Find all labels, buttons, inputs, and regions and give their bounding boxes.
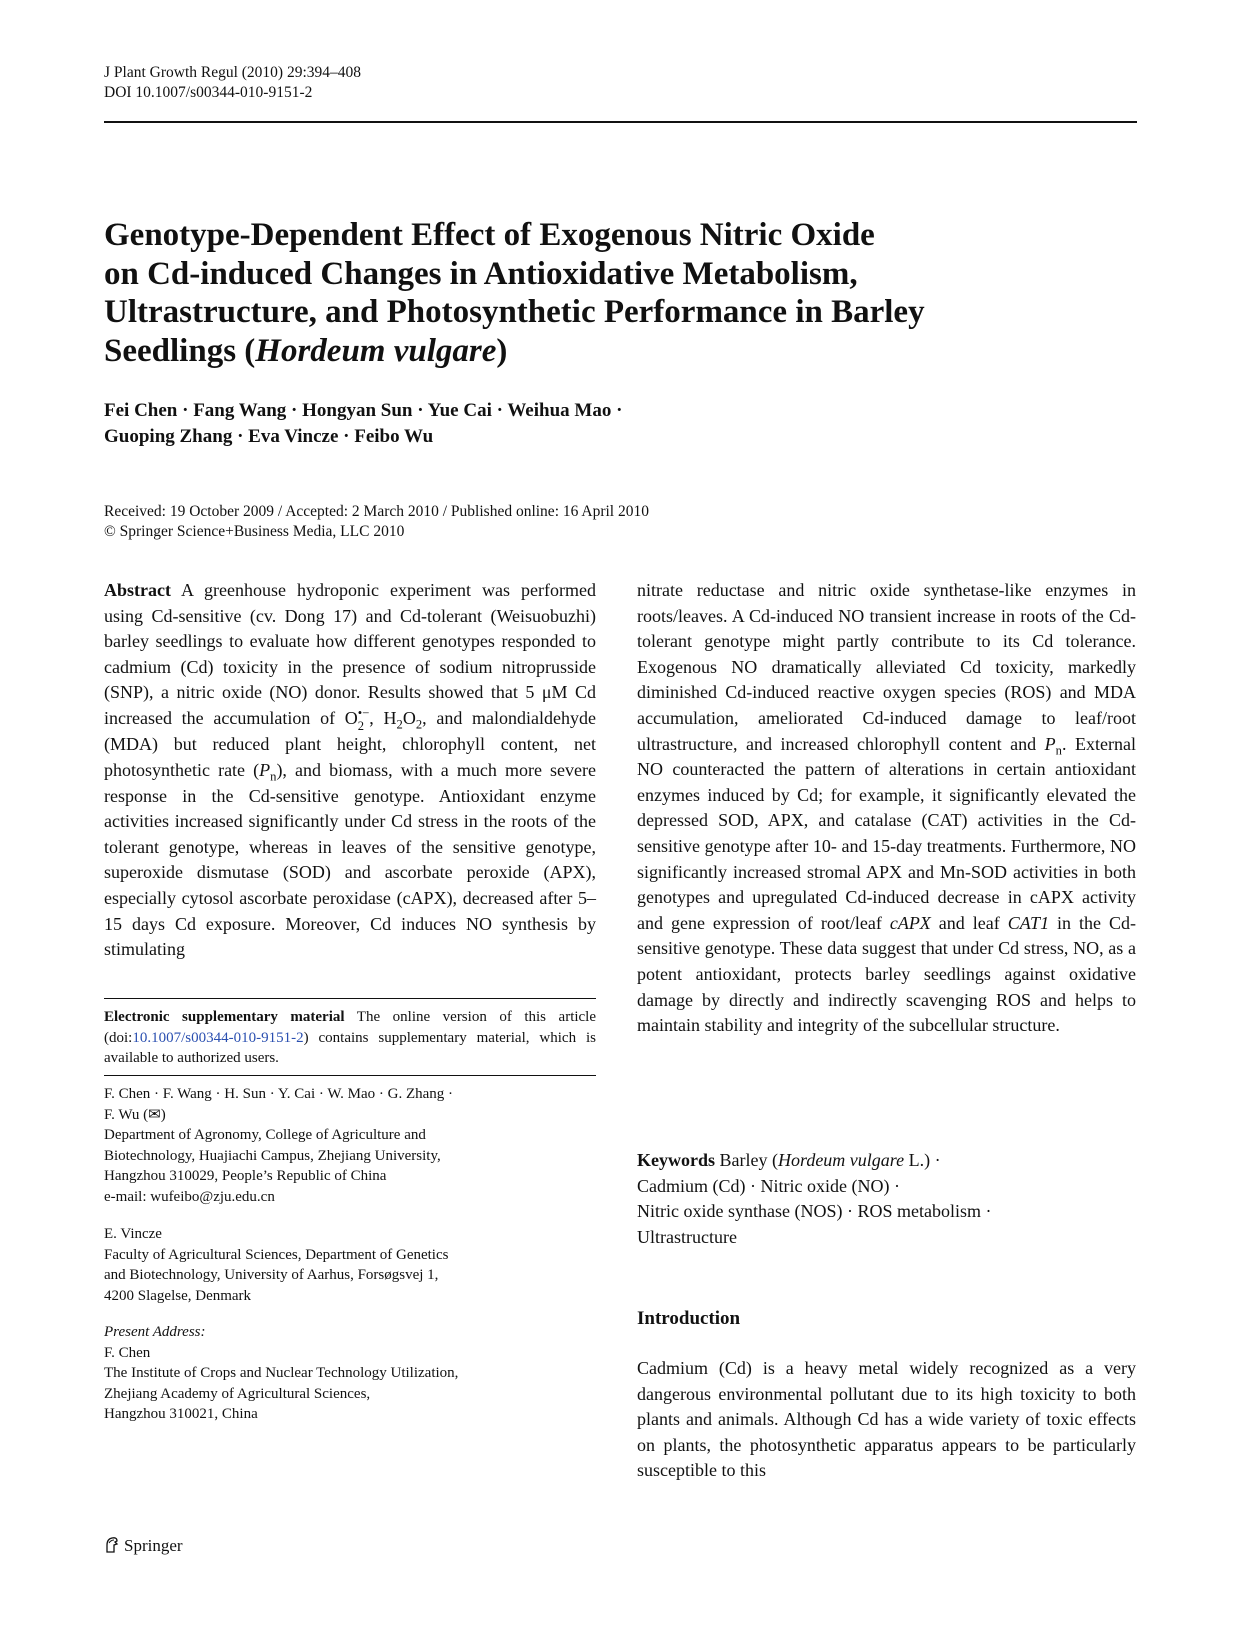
abstract-text-5: ), and biomass, with a much more severe response in the Cd-sensitive genotype. Antioxidant enzyme activities increased significantly under Cd stress in the roots of the tolerant genotype, whereas in leaves of the sensitive genotype, superoxide dismutase (SOD) and ascorbate peroxide (APX), especially cytosol ascorbate peroxidase (cAPX), decreased after 5–15 days Cd exposure. Moreover, Cd induces NO synthesis by stimulating [104,760,596,960]
affiliation-3 [104,1322,596,1425]
publication-dates [104,502,1004,542]
keywords-block [637,1148,1136,1250]
section-heading-introduction: Introduction [637,1308,741,1329]
abstract-text-1: A greenhouse hydroponic experiment was performed using Cd-sensitive (cv. Dong 17) and Cd-tolerant (Weisuobuzhi) barley seedlings to evaluate how different genotypes responded to cadmium (Cd) toxicity in the presence of sodium nitroprusside (SNP), a nitric oxide (NO) donor. Results showed that 5 μM Cd increased the accumulation of O [104,580,596,728]
abstract-right-3: and leaf [930,912,1008,933]
article-title [104,216,1064,370]
abstract-right-4: in the Cd-sensitive genotype. These data suggest that under Cd stress, NO, as a potent antioxidant, protects barley seedlings against oxidative damage by directly and indirectly scavenging ROS and helps to maintain stability and integrity of the subcellular structure. [637,912,1136,1036]
footnote-rule [104,998,596,999]
gene-cat1: CAT1 [1007,912,1050,933]
affil1-line-3: Hangzhou 310029, People’s Republic of China [104,1168,387,1184]
title-line-2: on Cd-induced Changes in Antioxidative Metabolism, [104,255,858,292]
pn-symbol-2: P [1044,733,1056,754]
doi-line: DOI 10.1007/s00344-010-9151-2 [104,84,313,101]
footnote-rule-2 [104,1075,596,1076]
superoxide-sup: •− [357,706,370,721]
publisher-name: Springer [124,1536,183,1555]
affil1-line-2: Biotechnology, Huajiachi Campus, Zhejiang University, [104,1147,441,1164]
date-history: Received: 19 October 2009 / Accepted: 2 March 2010 / Published online: 16 April 2010 [104,503,649,520]
affil2-line-3: 4200 Slagelse, Denmark [104,1287,252,1304]
affil1-email[interactable]: e-mail: wufeibo@zju.edu.cn [104,1188,275,1205]
author-list [104,398,1004,450]
abstract-left-column [104,578,596,963]
affil1-names: F. Chen · F. Wang · H. Sun · Y. Cai · W. Mao · G. Zhang · [104,1086,454,1102]
publisher-logo [104,1536,183,1556]
keyword-line-2: Cadmium (Cd) · Nitric oxide (NO) · [637,1175,900,1196]
gene-capx: cAPX [889,912,931,933]
affil3-name: F. Chen [104,1344,151,1361]
keyword-1a: Barley ( [715,1150,778,1170]
keyword-1b: L.) · [904,1150,941,1170]
esm-text-1: The online version of this article (doi: [104,1009,597,1046]
title-line-1: Genotype-Dependent Effect of Exogenous Nitric Oxide [104,217,875,253]
affil2-name: E. Vincze [104,1226,162,1242]
affiliation-2 [104,1224,596,1306]
superoxide-sub: 2 [357,718,365,733]
pn-sub-2: n [1055,743,1062,758]
abstract-label: Abstract [104,580,171,600]
abstract-text-2: , H [369,707,397,728]
authors-line-1: Fei Chen · Fang Wang · Hongyan Sun · Yue Cai · Weihua Mao · [104,400,623,421]
copyright-line: © Springer Science+Business Media, LLC 2010 [104,523,405,540]
title-line-4: Seedlings ( [104,332,256,369]
keyword-species: Hordeum vulgare [777,1150,905,1170]
esm-note [104,1007,596,1069]
title-end: ) [496,332,508,369]
affil3-line-1: The Institute of Crops and Nuclear Technology Utilization, [104,1365,459,1381]
affil2-line-2: and Biotechnology, University of Aarhus, Forsøgsvej 1, [104,1267,439,1283]
affiliation-1 [104,1084,596,1207]
abstract-right-2: . External NO counteracted the pattern of alterations in certain antioxidant enzymes induced by Cd; for example, it significantly elevated the depressed SOD, APX, and catalase (CAT) activities in the Cd-sensitive genotype after 10- and 15-day treatments. Furthermore, NO significantly increased stromal APX and Mn-SOD activities in both genotypes and upregulated Cd-induced decrease in cAPX activity and gene expression of root/leaf [637,733,1136,933]
journal-citation: J Plant Growth Regul (2010) 29:394–408 [104,64,362,81]
affil3-line-3: Hangzhou 310021, China [104,1406,258,1422]
affil2-line-1: Faculty of Agricultural Sciences, Department of Genetics [104,1246,449,1263]
esm-text-2: ) contains supplementary material, which is available to authorized users. [104,1029,596,1066]
h2o2-sub-1: 2 [396,717,403,732]
title-line-3: Ultrastructure, and Photosynthetic Performance in Barley [104,294,925,330]
introduction-text: Cadmium (Cd) is a heavy metal widely recognized as a very dangerous environmental pollutant due to its high toxicity to both plants and animals. Although Cd has a wide variety of toxic effects on plants, the photosynthetic apparatus appears to be particularly susceptible to this [637,1358,1136,1481]
keyword-line-3: Nitric oxide synthase (NOS) · ROS metabolism · [637,1201,992,1222]
springer-horse-icon [104,1536,120,1554]
keyword-line-4: Ultrastructure [637,1226,737,1247]
affil3-line-2: Zhejiang Academy of Agricultural Sciences, [104,1385,371,1402]
h2o2-sub-2: 2 [415,717,423,732]
esm-label: Electronic supplementary material [104,1009,345,1025]
title-species: Hordeum vulgare [255,332,497,369]
superoxide-scripts [358,707,370,732]
header-rule [104,121,1137,123]
affil1-corresponding: F. Wu (✉) [104,1106,166,1123]
authors-line-2: Guoping Zhang · Eva Vincze · Feibo Wu [104,426,434,447]
journal-header [104,63,361,103]
present-address-label: Present Address: [104,1324,206,1340]
pn-sub: n [270,769,277,784]
affil1-line-1: Department of Agronomy, College of Agriculture and [104,1127,426,1143]
abstract-right-1: nitrate reductase and nitric oxide synthetase-like enzymes in roots/leaves. A Cd-induced NO transient increase in roots of the Cd-tolerant genotype might partly contribute to its Cd tolerance. Exogenous NO dramatically alleviated Cd toxicity, markedly diminished Cd-induced reactive oxygen species (ROS) and MDA accumulation, ameliorated Cd-induced damage to leaf/root ultrastructure, and increased chlorophyll content and [637,580,1136,754]
esm-doi-link[interactable]: 10.1007/s00344-010-9151-2 [132,1029,304,1046]
keywords-label: Keywords [637,1150,715,1170]
abstract-text-3: O [402,707,416,728]
pn-symbol: P [259,760,271,781]
abstract-text-4: , and malondialdehyde (MDA) but reduced plant height, chlorophyll content, net photosynthetic rate ( [104,707,596,781]
abstract-right-column [637,578,1136,1039]
